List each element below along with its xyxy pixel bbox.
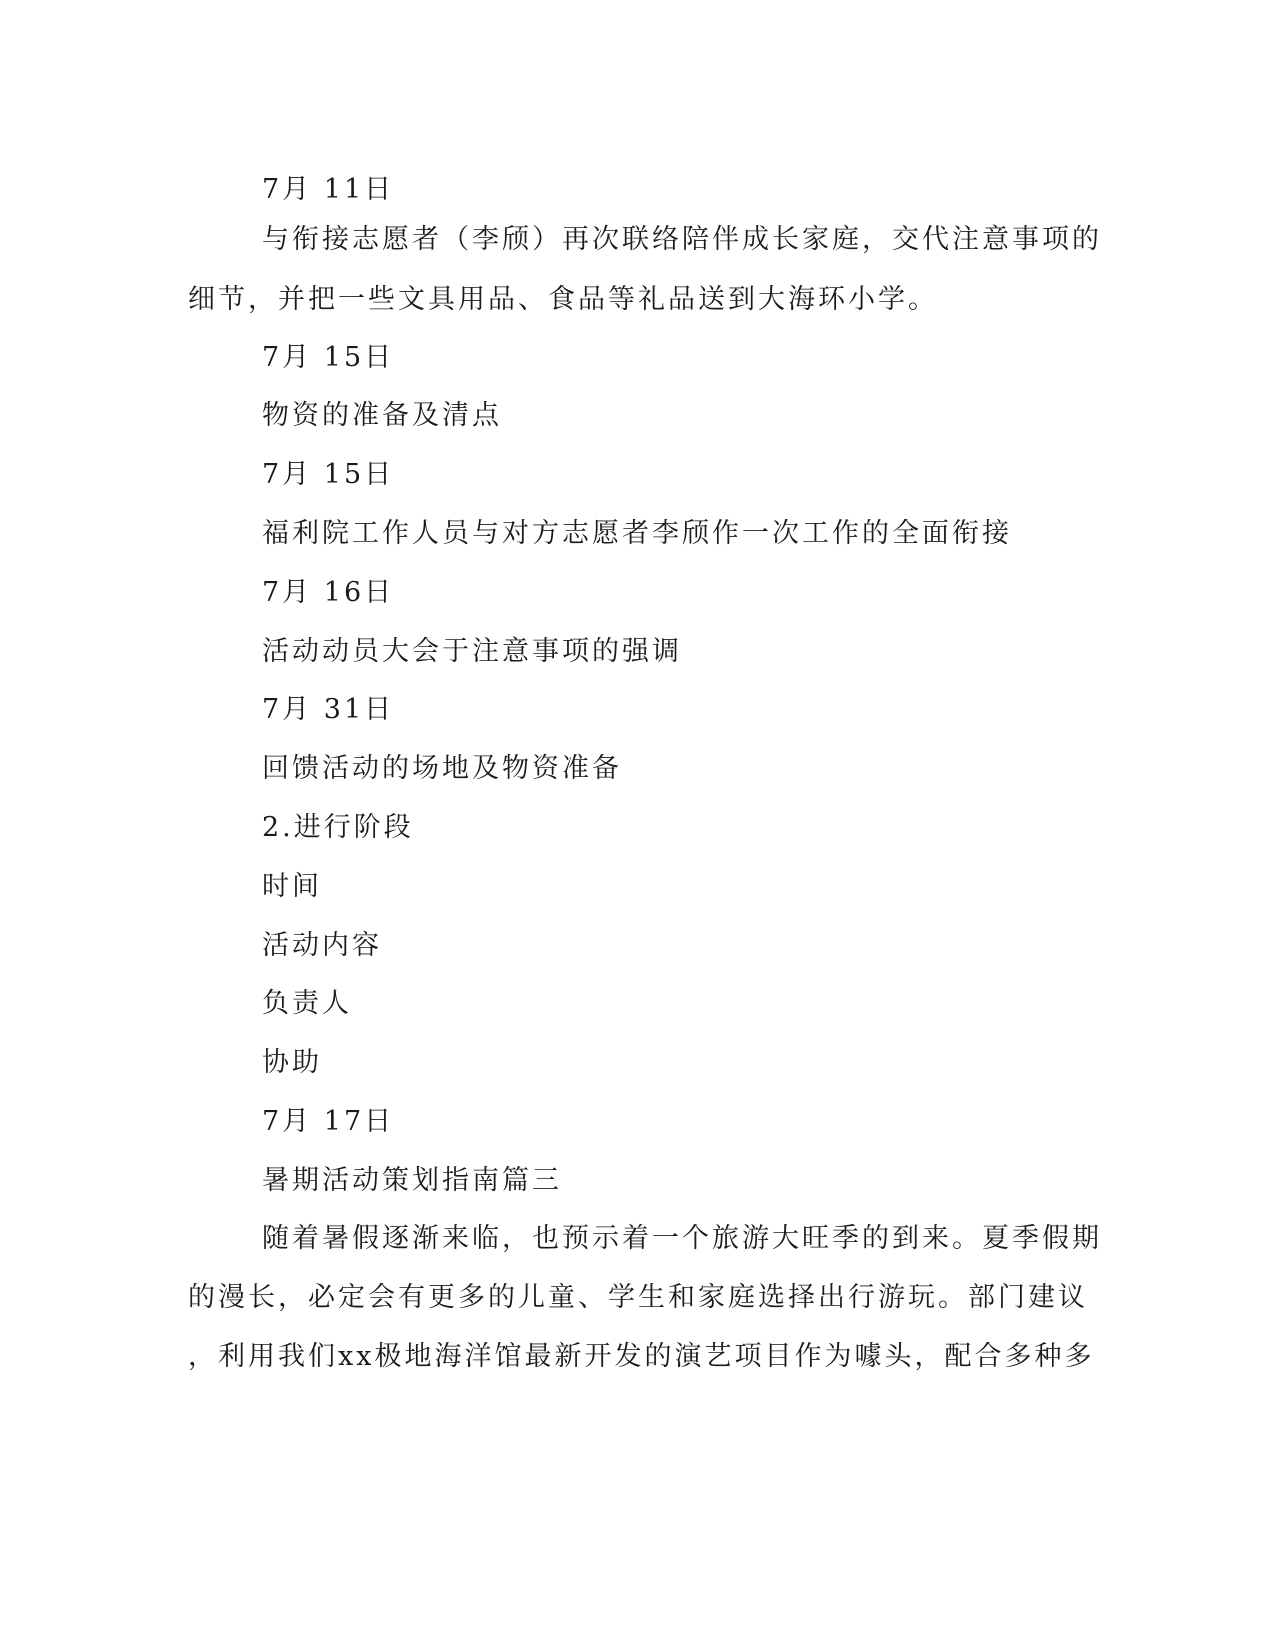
- paragraph-line: 物资的准备及清点: [262, 400, 502, 431]
- paragraph-line: ，利用我们xx极地海洋馆最新开发的演艺项目作为噱头，配合多种多: [188, 1341, 1095, 1372]
- paragraph-line: 细节，并把一些文具用品、食品等礼品送到大海环小学。: [188, 284, 938, 315]
- paragraph-line: 活动动员大会于注意事项的强调: [262, 636, 682, 667]
- paragraph-line: 随着暑假逐渐来临，也预示着一个旅游大旺季的到来。夏季假期: [262, 1223, 1102, 1254]
- section-heading: 2.进行阶段: [262, 812, 414, 843]
- date-line: 7月 17日: [262, 1106, 395, 1137]
- date-line: 7月 15日: [262, 459, 395, 490]
- date-line: 7月 11日: [262, 174, 395, 205]
- paragraph-line: 的漫长，必定会有更多的儿童、学生和家庭选择出行游玩。部门建议: [188, 1282, 1088, 1313]
- section-heading: 暑期活动策划指南篇三: [262, 1165, 562, 1196]
- date-line: 7月 16日: [262, 577, 395, 608]
- paragraph-line: 负责人: [262, 988, 352, 1019]
- date-line: 7月 31日: [262, 694, 395, 725]
- paragraph-line: 时间: [262, 871, 322, 902]
- paragraph-line: 与衔接志愿者（李颀）再次联络陪伴成长家庭，交代注意事项的: [262, 224, 1102, 255]
- date-line: 7月 15日: [262, 342, 395, 373]
- paragraph-line: 协助: [262, 1047, 322, 1078]
- paragraph-line: 福利院工作人员与对方志愿者李颀作一次工作的全面衔接: [262, 518, 1012, 549]
- paragraph-line: 回馈活动的场地及物资准备: [262, 753, 622, 784]
- paragraph-line: 活动内容: [262, 930, 382, 961]
